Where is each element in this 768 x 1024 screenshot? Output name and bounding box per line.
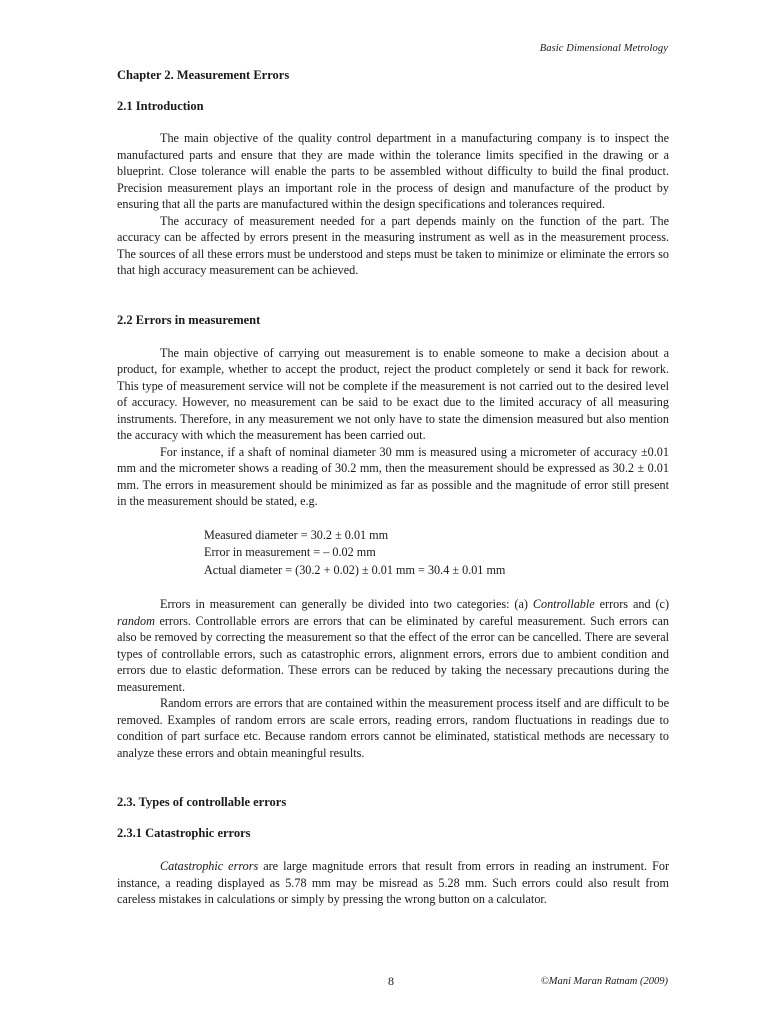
text-run: Errors in measurement can generally be divided into two categories: (a) <box>160 597 533 611</box>
page-number: 8 <box>388 974 394 988</box>
paragraph: For instance, if a shaft of nominal diameter 30 mm is measured using a micrometer of accuracy ±0.01 mm and the micrometer shows a reading of 30.2 mm, then the measurement should be expressed as 30.2 ± 0.01 mm. The errors in measurement should be minimized as far as possible and the magnitude of error still present in the measurement should be stated, e.g. <box>117 444 669 508</box>
copyright-footer: ©Mani Maran Ratnam (2009) <box>540 976 668 987</box>
paragraph <box>117 596 669 695</box>
emphasis-term: random <box>117 613 155 628</box>
page-content <box>117 66 669 908</box>
equation-block <box>204 527 669 580</box>
emphasis-term: Controllable <box>532 597 595 611</box>
equation-actual-diameter: Actual diameter = (30.2 + 0.02) ± 0.01 mm = 30.4 ± 0.01 mm <box>204 562 506 577</box>
section-heading-2-3-1: 2.3.1 Catastrophic errors <box>117 826 251 840</box>
paragraph: Random errors are errors that are contained within the measurement process itself and are difficult to be removed. Examples of random errors are scale errors, reading errors, random fluctuations in readings due to condition of part surface etc. Because random errors cannot be eliminated, statistical methods are necessary to analyze these errors and obtain meaningful results. <box>117 696 669 760</box>
equation-error: Error in measurement = – 0.02 mm <box>204 545 376 559</box>
text-run: errors and (c) <box>594 597 669 611</box>
section-heading-2-3: 2.3. Types of controllable errors <box>117 795 287 809</box>
chapter-title: Chapter 2. Measurement Errors <box>117 68 290 82</box>
running-header: Basic Dimensional Metrology <box>539 43 668 54</box>
paragraph <box>117 858 669 908</box>
paragraph: The accuracy of measurement needed for a part depends mainly on the function of the part. The accuracy can be affected by errors present in the measuring instrument as well as in the measurement process. The sources of all these errors must be understood and steps must be taken to minimize or eliminate the errors so that high accuracy measurement can be achieved. <box>117 213 669 277</box>
section-heading-2-1: 2.1 Introduction <box>117 99 204 113</box>
text-run: errors. Controllable errors are errors that can be eliminated by careful measurement. Such errors can also be removed by correcting the measurement so that the effect of the error can be cancelled. There are several types of controllable errors, such as catastrophic errors, alignment errors, errors due to ambient condition and errors due to elastic deformation. These errors can be reduced by taking the necessary precautions during the measurement. <box>117 613 669 694</box>
equation-measured-diameter: Measured diameter = 30.2 ± 0.01 mm <box>204 527 389 542</box>
paragraph: The main objective of the quality control department in a manufacturing company is to inspect the manufactured parts and ensure that they are made within the tolerance limits specified in the drawing or a blueprint. Close tolerance will enable the parts to be assembled without difficulty to build the final product. Precision measurement plays an important role in the process of design and manufacture of the product by ensuring that all the parts are manufactured within the design specifications and tolerances required. <box>117 131 669 211</box>
text-run: are large magnitude errors that result from errors in reading an instrument. For instance, a reading displayed as 5.78 mm may be misread as 5.28 mm. Such errors could also result from careless mistakes in calculations or simply by pressing the wrong button on a calculator. <box>117 859 669 906</box>
paragraph: The main objective of carrying out measurement is to enable someone to make a decision about a product, for example, whether to accept the product, reject the product completely or send it back for rework. This type of measurement service will not be complete if the measurement is not carried out to the desired level of accuracy. However, no measurement can be said to be exact due to the limited accuracy of all measuring instruments. Therefore, in any measurement we not only have to state the dimension measured but also mention the accuracy with which the measurement has been carried out. <box>117 345 669 442</box>
emphasis-term: Catastrophic errors <box>160 859 259 873</box>
section-heading-2-2: 2.2 Errors in measurement <box>117 312 261 327</box>
